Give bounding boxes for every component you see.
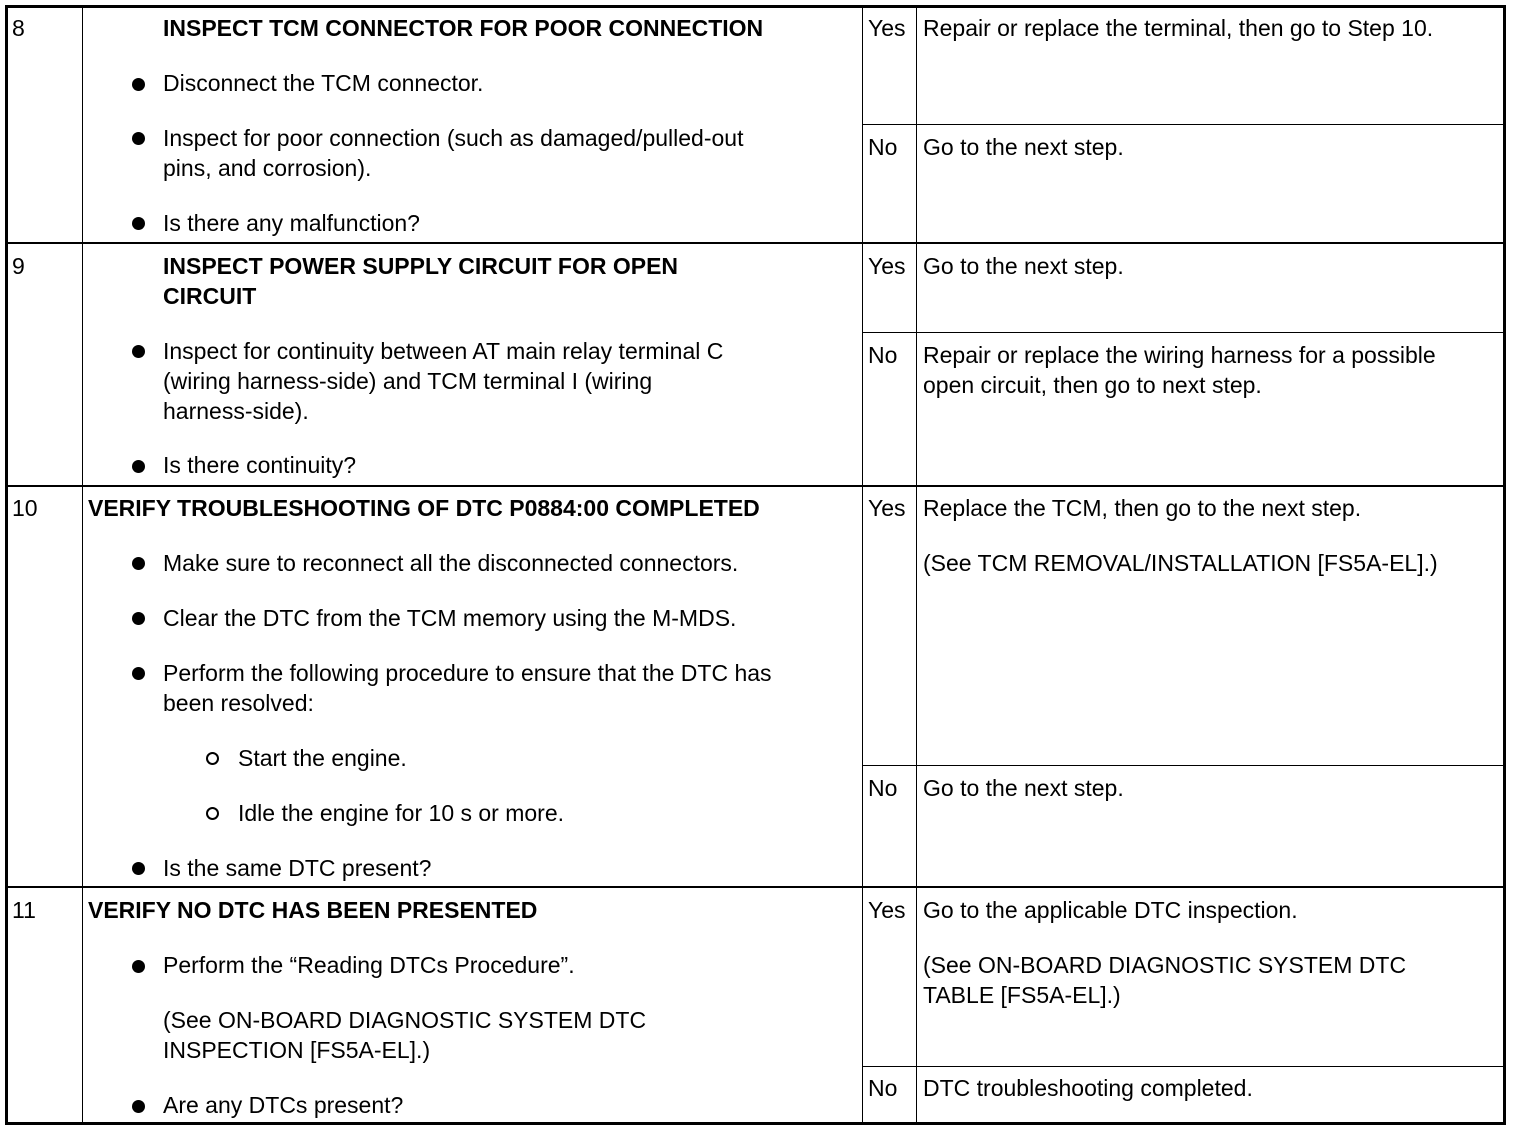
bullet-text: Inspect for continuity between AT main relay terminal C [163, 338, 724, 364]
yes-action: Go to the next step. [923, 253, 1124, 279]
bullet-icon [132, 345, 145, 358]
bullet-text: Make sure to reconnect all the disconnected connectors. [163, 550, 739, 576]
no-label: No [868, 134, 898, 160]
no-action: Go to the next step. [923, 775, 1124, 801]
bullet-icon [132, 612, 145, 625]
no-label: No [868, 342, 898, 368]
bullet-text: Is there any malfunction? [163, 210, 420, 236]
bullet-text: Inspect for poor connection (such as damaged/pulled-out [163, 125, 744, 151]
step-title: INSPECT TCM CONNECTOR FOR POOR CONNECTION [163, 15, 764, 41]
bullet-note: (See ON-BOARD DIAGNOSTIC SYSTEM DTC [163, 1007, 647, 1033]
step-title: CIRCUIT [163, 283, 257, 309]
sub-bullet-text: Start the engine. [238, 745, 407, 771]
step-title: VERIFY TROUBLESHOOTING OF DTC P0884:00 COMPLETED [88, 495, 760, 521]
yes-action: (See TCM REMOVAL/INSTALLATION [FS5A-EL].) [923, 550, 1438, 576]
bullet-icon [132, 78, 145, 91]
bullet-icon [132, 667, 145, 680]
row-divider [5, 485, 1506, 487]
no-action: DTC troubleshooting completed. [923, 1075, 1253, 1101]
step-number: 8 [12, 15, 25, 41]
row-divider [5, 886, 1506, 888]
yes-label: Yes [868, 897, 906, 923]
yes-action: Repair or replace the terminal, then go to Step 10. [923, 15, 1434, 41]
yes-no-divider [862, 1066, 1506, 1067]
bullet-icon [132, 217, 145, 230]
sub-bullet-icon [206, 752, 219, 765]
no-action: Go to the next step. [923, 134, 1124, 160]
column-divider [916, 5, 917, 1125]
bullet-text: Are any DTCs present? [163, 1092, 404, 1118]
yes-label: Yes [868, 253, 906, 279]
yes-action: (See ON-BOARD DIAGNOSTIC SYSTEM DTC [923, 952, 1407, 978]
no-action: Repair or replace the wiring harness for a possible [923, 342, 1436, 368]
step-title: INSPECT POWER SUPPLY CIRCUIT FOR OPEN [163, 253, 679, 279]
yes-action: Go to the applicable DTC inspection. [923, 897, 1298, 923]
no-label: No [868, 1075, 898, 1101]
bullet-text: Perform the “Reading DTCs Procedure”. [163, 952, 575, 978]
step-number: 10 [12, 495, 38, 521]
yes-action: Replace the TCM, then go to the next step. [923, 495, 1362, 521]
bullet-text: Perform the following procedure to ensure that the DTC has [163, 660, 772, 686]
yes-no-divider [862, 765, 1506, 766]
no-label: No [868, 775, 898, 801]
step-title: VERIFY NO DTC HAS BEEN PRESENTED [88, 897, 538, 923]
bullet-text: Is the same DTC present? [163, 855, 432, 881]
bullet-icon [132, 1100, 145, 1113]
bullet-text: Clear the DTC from the TCM memory using the M-MDS. [163, 605, 737, 631]
step-number: 9 [12, 253, 25, 279]
bullet-icon [132, 862, 145, 875]
yes-label: Yes [868, 15, 906, 41]
step-number: 11 [12, 897, 36, 923]
bullet-text: harness-side). [163, 398, 309, 424]
bullet-note: INSPECTION [FS5A-EL].) [163, 1037, 431, 1063]
no-action: open circuit, then go to next step. [923, 372, 1262, 398]
yes-action: TABLE [FS5A-EL].) [923, 982, 1121, 1008]
sub-bullet-icon [206, 807, 219, 820]
bullet-icon [132, 557, 145, 570]
column-divider [82, 5, 83, 1125]
bullet-icon [132, 460, 145, 473]
yes-no-divider [862, 332, 1506, 333]
bullet-icon [132, 960, 145, 973]
bullet-text: pins, and corrosion). [163, 155, 372, 181]
row-divider [5, 242, 1506, 244]
bullet-text: Is there continuity? [163, 452, 357, 478]
bullet-text: (wiring harness-side) and TCM terminal I (wiring [163, 368, 653, 394]
bullet-text: Disconnect the TCM connector. [163, 70, 484, 96]
yes-label: Yes [868, 495, 906, 521]
bullet-icon [132, 132, 145, 145]
sub-bullet-text: Idle the engine for 10 s or more. [238, 800, 565, 826]
bullet-text: been resolved: [163, 690, 314, 716]
yes-no-divider [862, 124, 1506, 125]
column-divider [862, 5, 863, 1125]
